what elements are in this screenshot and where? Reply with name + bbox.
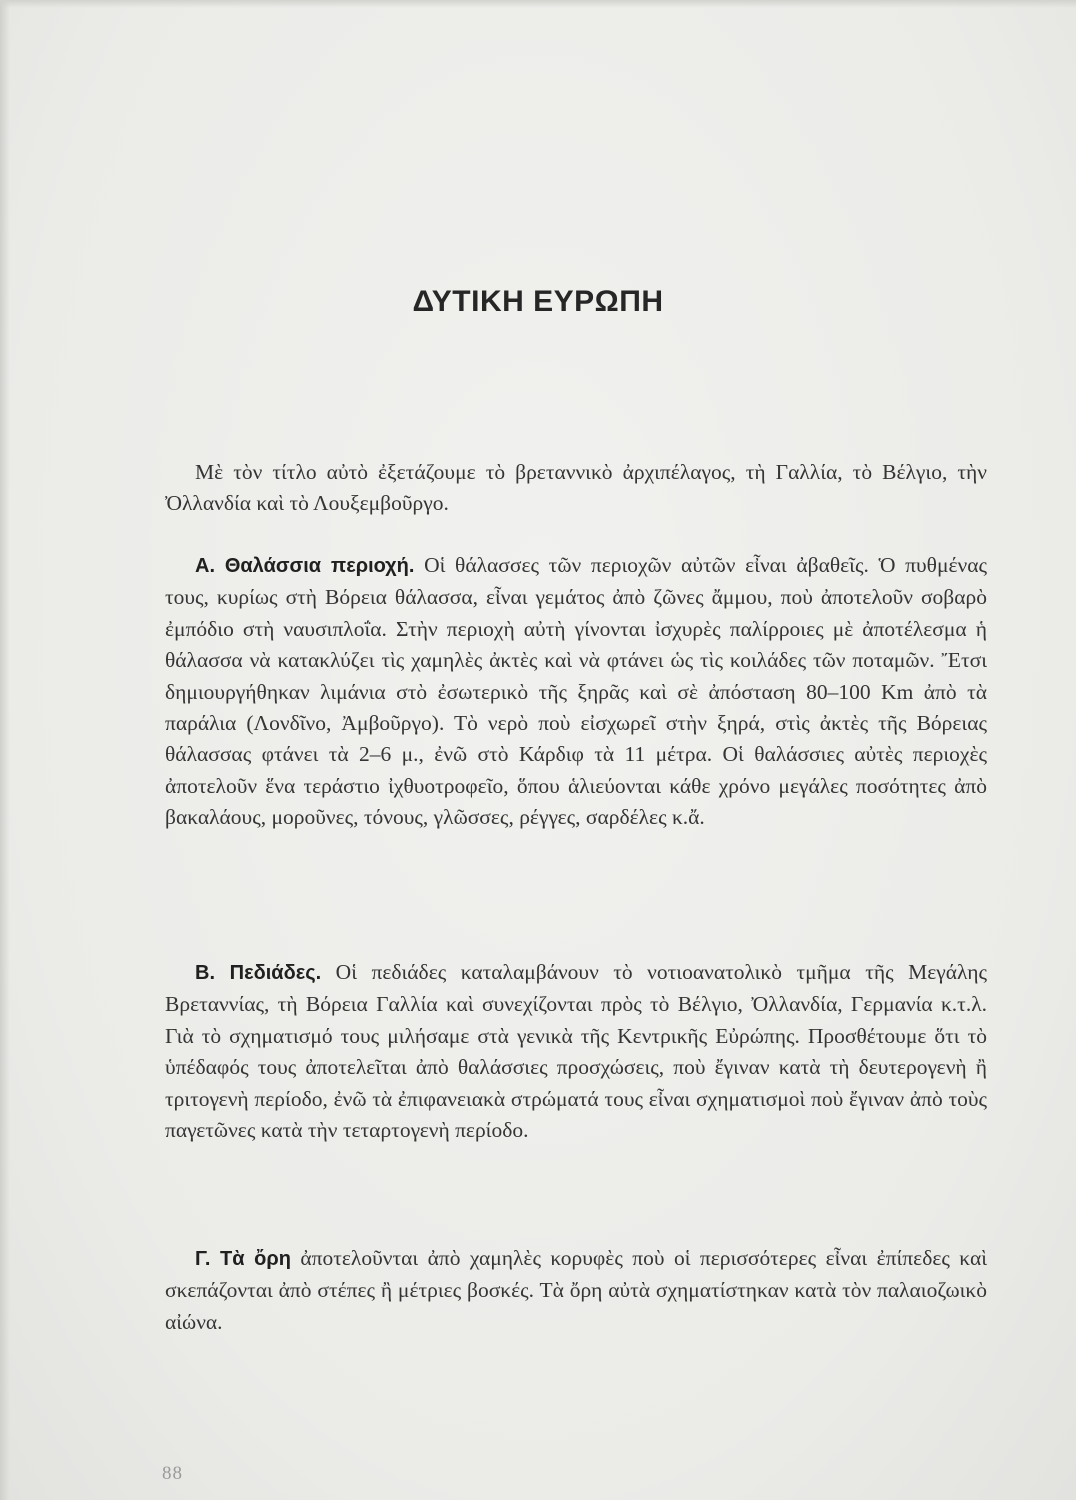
section-mountains [165,1243,987,1338]
page-edge-shadow-top [0,0,1076,8]
section-heading: Γ. Τὰ ὄρη [195,1248,291,1270]
section-paragraph [165,1243,987,1338]
section-heading: Β. Πεδιάδες. [195,962,322,984]
section-paragraph [165,957,987,1146]
section-heading: Α. Θαλάσσια περιοχή. [195,555,415,577]
section-paragraph [165,550,987,834]
page-number: 88 [162,1463,183,1484]
page-edge-shadow-left [0,0,10,1500]
section-plains [165,957,987,1146]
section-text: Οἱ θάλασσες τῶν περιοχῶν αὐτῶν εἶναι ἀβαθεῖς. Ὁ πυθμένας τους, κυρίως στὴ Βόρεια θάλασσα, εἶναι γεμάτος ἀπὸ ζῶνες ἄμμου, ποὺ ἀποτελοῦν σοβαρὸ ἐμπόδιο στὴ ναυσιπλοΐα. Στὴν περιοχὴ αὐτὴ γίνονται ἰσχυρὲς παλίρροιες μὲ ἀποτέλεσμα ἡ θάλασσα νὰ κατακλύζει τὶς χαμηλὲς ἀκτὲς καὶ νὰ φτάνει ὡς τὶς κοιλάδες τῶν ποταμῶν. Ἔτσι δημιουργήθηκαν λιμάνια στὸ ἐσωτερικὸ τῆς ξηρᾶς καὶ σὲ ἀπόσταση 80–100 Km ἀπὸ τὰ παράλια (Λονδῖνο, Ἀμβοῦργο). Τὸ νερὸ ποὺ εἰσχωρεῖ στὴν ξηρά, στὶς ἀκτὲς τῆς Βόρειας θάλασσας φτάνει τὰ 2–6 μ., ἐνῶ στὸ Κάρδιφ τὰ 11 μέτρα. Οἱ θαλάσσιες αὐτὲς περιοχὲς ἀποτελοῦν ἕνα τεράστιο ἰχθυοτροφεῖο, ὅπου ἁλιεύονται κάθε χρόνο μεγάλες ποσότητες ἀπὸ βακαλάους, μοροῦνες, τόνους, γλῶσσες, ρέγγες, σαρδέλες κ.ἄ. [165,553,987,830]
chapter-title: ΔΥΤΙΚΗ ΕΥΡΩΠΗ [412,285,664,318]
section-text: Οἱ πεδιάδες καταλαμβάνουν τὸ νοτιοανατολικὸ τμῆμα τῆς Μεγάλης Βρεταννίας, τὴ Βόρεια Γαλλία καὶ συνεχίζονται πρὸς τὸ Βέλγιο, Ὀλλανδία, Γερμανία κ.τ.λ. Γιὰ τὸ σχηματισμό τους μιλήσαμε στὰ γενικὰ τῆς Κεντρικῆς Εὐρώπης. Προσθέτουμε ὅτι τὸ ὑπέδαφός τους ἀποτελεῖται ἀπὸ θαλάσσιες προσχώσεις, ποὺ ἔγιναν κατὰ τὴ δευτερογενὴ ἢ τριτογενὴ περίοδο, ἐνῶ τὰ ἐπιφανειακὰ στρώματά τους εἶναι σχηματισμοὶ ποὺ ἔγιναν ἀπὸ τοὺς παγετῶνες κατὰ τὴν τεταρτογενὴ περίοδο. [165,960,987,1143]
section-text: ἀποτελοῦνται ἀπὸ χαμηλὲς κορυφὲς ποὺ οἱ περισσότερες εἶναι ἐπίπεδες καὶ σκεπάζονται ἀπὸ στέπες ἢ μέτριες βοσκές. Τὰ ὄρη αὐτὰ σχηματίστηκαν κατὰ τὸν παλαιοζωικὸ αἰώνα. [165,1246,987,1334]
intro-paragraph: Μὲ τὸν τίτλο αὐτὸ ἐξετάζουμε τὸ βρεταννικὸ ἀρχιπέλαγος, τὴ Γαλλία, τὸ Βέλγιο, τὴν Ὀλλανδία καὶ τὸ Λουξεμβοῦργο. [165,460,987,516]
section-marine-region [165,550,987,834]
